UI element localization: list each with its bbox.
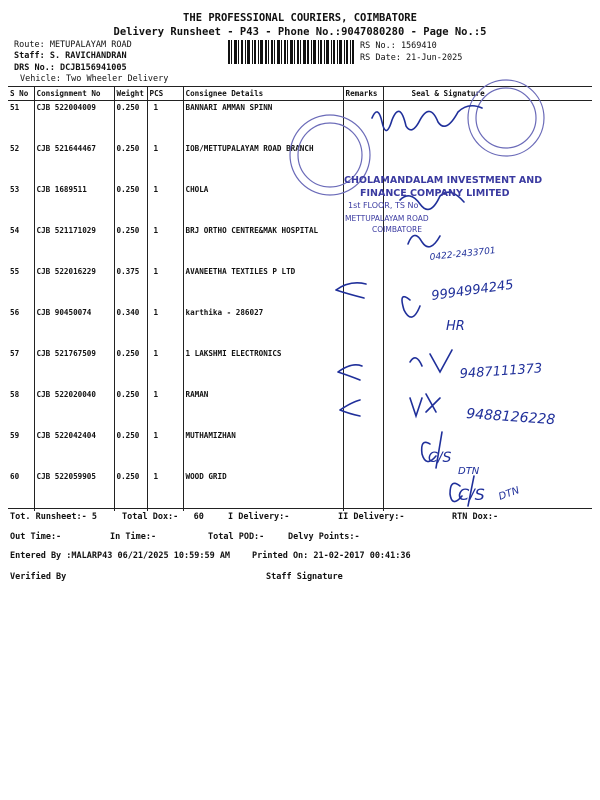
table-bottom-rule [8,508,592,509]
cell-signature [383,265,592,306]
cell-signature [383,429,592,470]
table-row [8,429,592,470]
cell-remarks [343,224,383,265]
cell-remarks [343,183,383,224]
cell-consignment: CJB 521644467 [34,142,114,183]
table-row [8,306,592,347]
cell-weight: 0.250 [114,224,147,265]
table-row [8,470,592,511]
cell-remarks [343,142,383,183]
col-header-pcs: PCS [147,87,183,101]
table-row [8,224,592,265]
stamp-text-line4: METTUPALAYAM ROAD [345,214,429,223]
cell-consignment: CJB 521767509 [34,347,114,388]
delivery-points: Delvy Points:- [288,532,360,542]
table-row [8,265,592,306]
cell-pcs: 1 [147,347,183,388]
cell-consignment: CJB 522004009 [34,101,114,143]
cell-weight: 0.250 [114,347,147,388]
col-header-sno: S No [8,87,34,101]
vehicle-label: Vehicle: Two Wheeler Delivery [20,74,169,84]
cell-sno: 56 [10,308,20,317]
drs-number: DRS No.: DCJB156941005 [14,63,127,73]
cell-sno: 51 [10,103,20,112]
total-runsheet: Tot. Runsheet:- 5 [10,512,97,522]
cell-consignee: 1 LAKSHMI ELECTRONICS [183,347,343,388]
cell-weight: 0.250 [114,183,147,224]
cell-sno: 54 [10,226,20,235]
col-header-consignment: Consignment No [34,87,114,101]
cell-remarks [343,306,383,347]
cell-consignee: karthika - 286027 [183,306,343,347]
cell-signature [383,388,592,429]
col-header-weight: Weight [114,87,147,101]
cell-weight: 0.340 [114,306,147,347]
runsheet-table [8,86,592,511]
table-row [8,142,592,183]
cell-consignment: CJB 90450074 [34,306,114,347]
stamp-text-line1: CHOLAMANDALAM INVESTMENT AND [344,175,543,186]
cell-pcs: 1 [147,306,183,347]
handwritten-cis-2: C/S [458,485,485,504]
cell-consignee: IOB/METTUPALAYAM ROAD BRANCH [183,142,343,183]
col-header-seal-signature: Seal & Signature [383,87,592,101]
in-time: In Time:- [110,532,157,542]
handwritten-phone-landline: 0422-2433701 [429,246,497,263]
cell-weight: 0.375 [114,265,147,306]
cell-remarks [343,470,383,511]
i-delivery: I Delivery:- [228,512,290,522]
stamp-text-line2: FINANCE COMPANY LIMITED [360,188,510,199]
cell-signature [383,347,592,388]
cell-sno: 58 [10,390,20,399]
entered-by: Entered By :MALARP43 06/21/2025 10:59:59 AM [10,551,231,561]
cell-weight: 0.250 [114,142,147,183]
cell-sno: 53 [10,185,20,194]
total-pod: Total POD:- [208,532,265,542]
cell-sno: 52 [10,144,20,153]
staff-label: Staff: S. RAVICHANDRAN [14,51,127,61]
table-row [8,183,592,224]
cell-consignee: CHOLA [183,183,343,224]
col-header-consignee: Consignee Details [183,87,343,101]
handwritten-phone-3: 9488126228 [465,406,556,429]
cell-consignment: CJB 521171029 [34,224,114,265]
runsheet-title: Delivery Runsheet - P43 - Phone No.:9047080280 - Page No.:5 [113,26,487,38]
cell-pcs: 1 [147,265,183,306]
cell-remarks [343,388,383,429]
cell-signature [383,306,592,347]
cell-consignee: BANNARI AMMAN SPINN [183,101,343,143]
staff-signature: Staff Signature [266,572,343,582]
col-header-remarks: Remarks [343,87,383,101]
cell-signature [383,224,592,265]
cell-pcs: 1 [147,101,183,143]
cell-weight: 0.250 [114,388,147,429]
company-name: THE PROFESSIONAL COURIERS, COIMBATORE [183,12,417,24]
cell-sno: 59 [10,431,20,440]
cell-consignee: AVANEETHA TEXTILES P LTD [183,265,343,306]
cell-weight: 0.250 [114,429,147,470]
stamp-text-line5: COIMBATORE [372,225,422,234]
printed-on: Printed On: 21-02-2017 00:41:36 [252,551,411,561]
out-time: Out Time:- [10,532,62,542]
barcode [228,40,354,64]
cell-pcs: 1 [147,183,183,224]
table-row [8,347,592,388]
cell-consignee: WOOD GRID [183,470,343,511]
handwritten-dtn-1: DTN [458,466,480,477]
cell-remarks [343,101,383,143]
cell-consignment: CJB 522020040 [34,388,114,429]
handwritten-initials: HR [446,319,465,334]
route-label: Route: METUPALAYAM ROAD [14,40,132,50]
handwritten-phone-2: 9487111373 [459,361,543,382]
cell-pcs: 1 [147,388,183,429]
cell-consignee: BRJ ORTHO CENTRE&MAK HOSPITAL [183,224,343,265]
cell-signature [383,183,592,224]
cell-pcs: 1 [147,142,183,183]
cell-consignment: CJB 522042404 [34,429,114,470]
handwritten-cis-1: C/S [428,450,452,466]
rs-date: RS Date: 21-Jun-2025 [360,53,463,63]
table-row [8,388,592,429]
cell-weight: 0.250 [114,101,147,143]
stamp-text-line3: 1st FLOOR, TS No [348,201,419,210]
handwritten-dtn-2: DTN [497,485,522,503]
cell-pcs: 1 [147,224,183,265]
cell-sno: 60 [10,472,20,481]
cell-sno: 57 [10,349,20,358]
cell-consignment: CJB 1689511 [34,183,114,224]
cell-signature [383,142,592,183]
rs-number: RS No.: 1569410 [360,41,437,51]
cell-remarks [343,265,383,306]
cell-pcs: 1 [147,470,183,511]
cell-consignment: CJB 522016229 [34,265,114,306]
ii-delivery: II Delivery:- [338,512,405,522]
rtn-dox: RTN Dox:- [452,512,499,522]
cell-signature [383,101,592,143]
cell-consignee: RAMAN [183,388,343,429]
cell-pcs: 1 [147,429,183,470]
cell-consignee: MUTHAMIZHAN [183,429,343,470]
cell-sno: 55 [10,267,20,276]
table-row [8,101,592,143]
cell-signature [383,470,592,511]
handwritten-phone-1: 9994994245 [430,277,515,304]
cell-remarks [343,429,383,470]
cell-weight: 0.250 [114,470,147,511]
table-header-row [8,87,592,101]
total-dox: Total Dox:- 60 [122,512,204,522]
cell-consignment: CJB 522059905 [34,470,114,511]
cell-remarks [343,347,383,388]
verified-by: Verified By [10,572,67,582]
